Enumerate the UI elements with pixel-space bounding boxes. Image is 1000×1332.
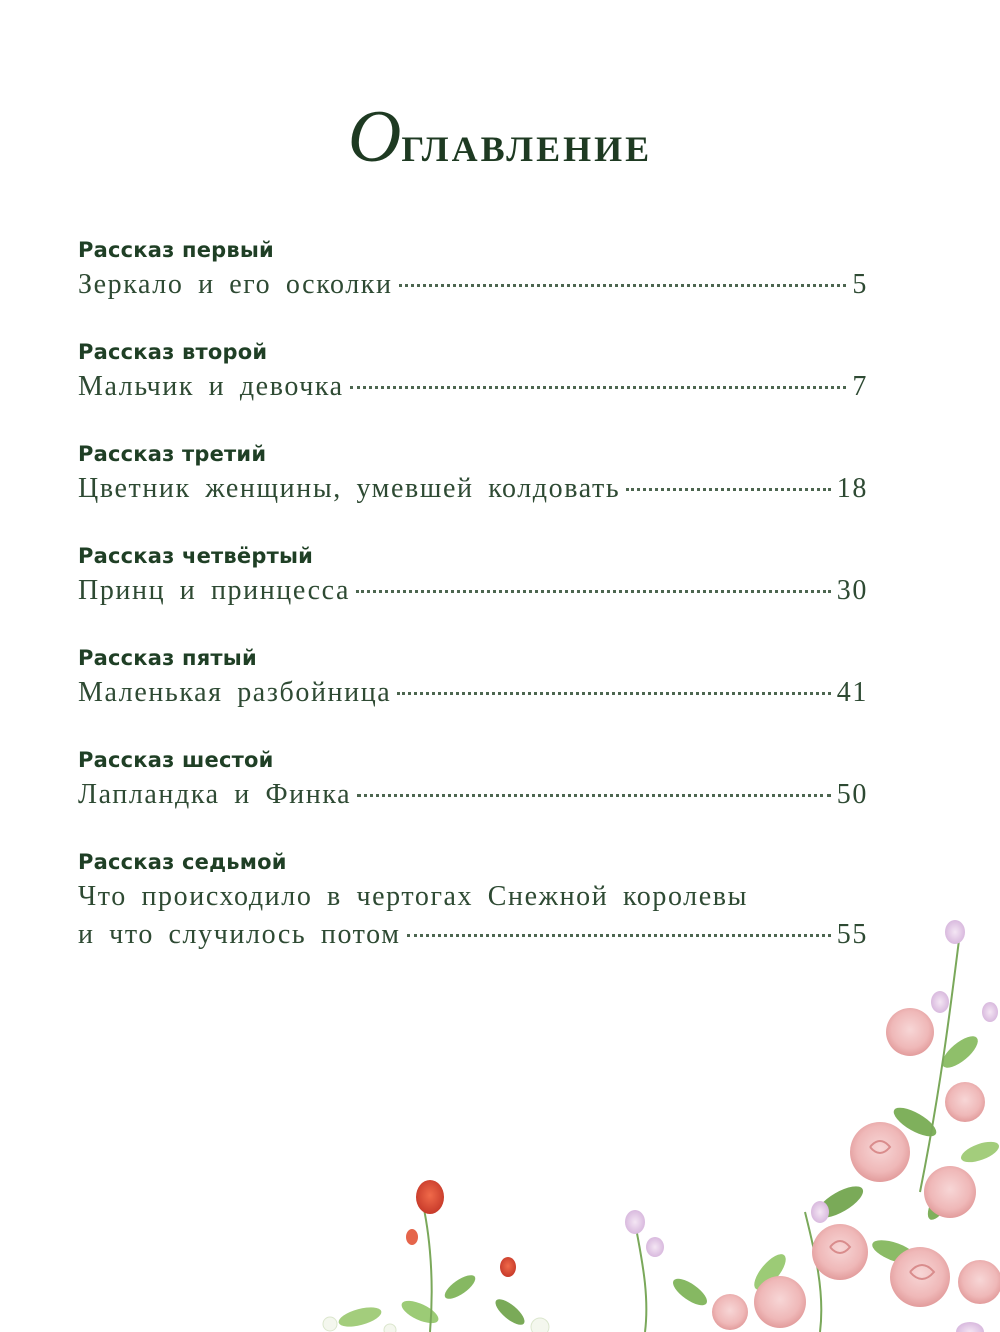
title-initial: О	[347, 96, 402, 178]
page-title	[0, 95, 1000, 180]
story-label: Рассказ пятый	[78, 646, 257, 670]
dot-leader	[397, 692, 830, 695]
story-title: Лапландка и Финка	[78, 779, 352, 810]
toc-entry-5[interactable]	[78, 642, 868, 712]
story-label: Рассказ третий	[78, 442, 267, 466]
story-title: Принц и принцесса	[78, 575, 351, 606]
dot-leader	[399, 284, 847, 287]
story-title: Зеркало и его осколки	[78, 269, 393, 300]
story-title-part-1: Что происходило в чертогах Снежной королевы	[78, 881, 749, 912]
flower-illustration	[300, 892, 1000, 1332]
story-title: Цветник женщины, умевшей колдовать	[78, 473, 621, 504]
dot-leader	[356, 590, 831, 593]
story-label: Рассказ второй	[78, 340, 268, 364]
story-title-line	[78, 266, 868, 304]
page-number: 7	[852, 371, 868, 402]
title-rest: главление	[401, 116, 653, 173]
story-title-line	[78, 776, 868, 814]
story-label: Рассказ четвёртый	[78, 544, 314, 568]
page-number: 5	[852, 269, 868, 300]
story-label: Рассказ шестой	[78, 748, 274, 772]
toc-entry-1[interactable]	[78, 234, 868, 304]
story-title: Мальчик и девочка	[78, 371, 344, 402]
story-title-line	[78, 368, 868, 406]
red-roses	[406, 1180, 516, 1277]
page-number: 30	[836, 575, 868, 606]
toc-entry-3[interactable]	[78, 438, 868, 508]
story-label: Рассказ седьмой	[78, 850, 287, 874]
page-number: 55	[836, 919, 868, 950]
dot-leader	[626, 488, 831, 491]
toc-entry-6[interactable]	[78, 744, 868, 814]
story-label: Рассказ первый	[78, 238, 274, 262]
story-title-line	[78, 674, 868, 712]
story-title-part-2: и что случилось потом	[78, 919, 401, 950]
dot-leader	[357, 794, 831, 797]
dot-leader	[350, 386, 847, 389]
toc-entry-4[interactable]	[78, 540, 868, 610]
story-title-line	[78, 470, 868, 508]
story-title: Маленькая разбойница	[78, 677, 392, 708]
story-title-line	[78, 572, 868, 610]
toc-entry-2[interactable]	[78, 336, 868, 406]
page-number: 41	[836, 677, 868, 708]
page-number: 50	[836, 779, 868, 810]
page-number: 18	[836, 473, 868, 504]
